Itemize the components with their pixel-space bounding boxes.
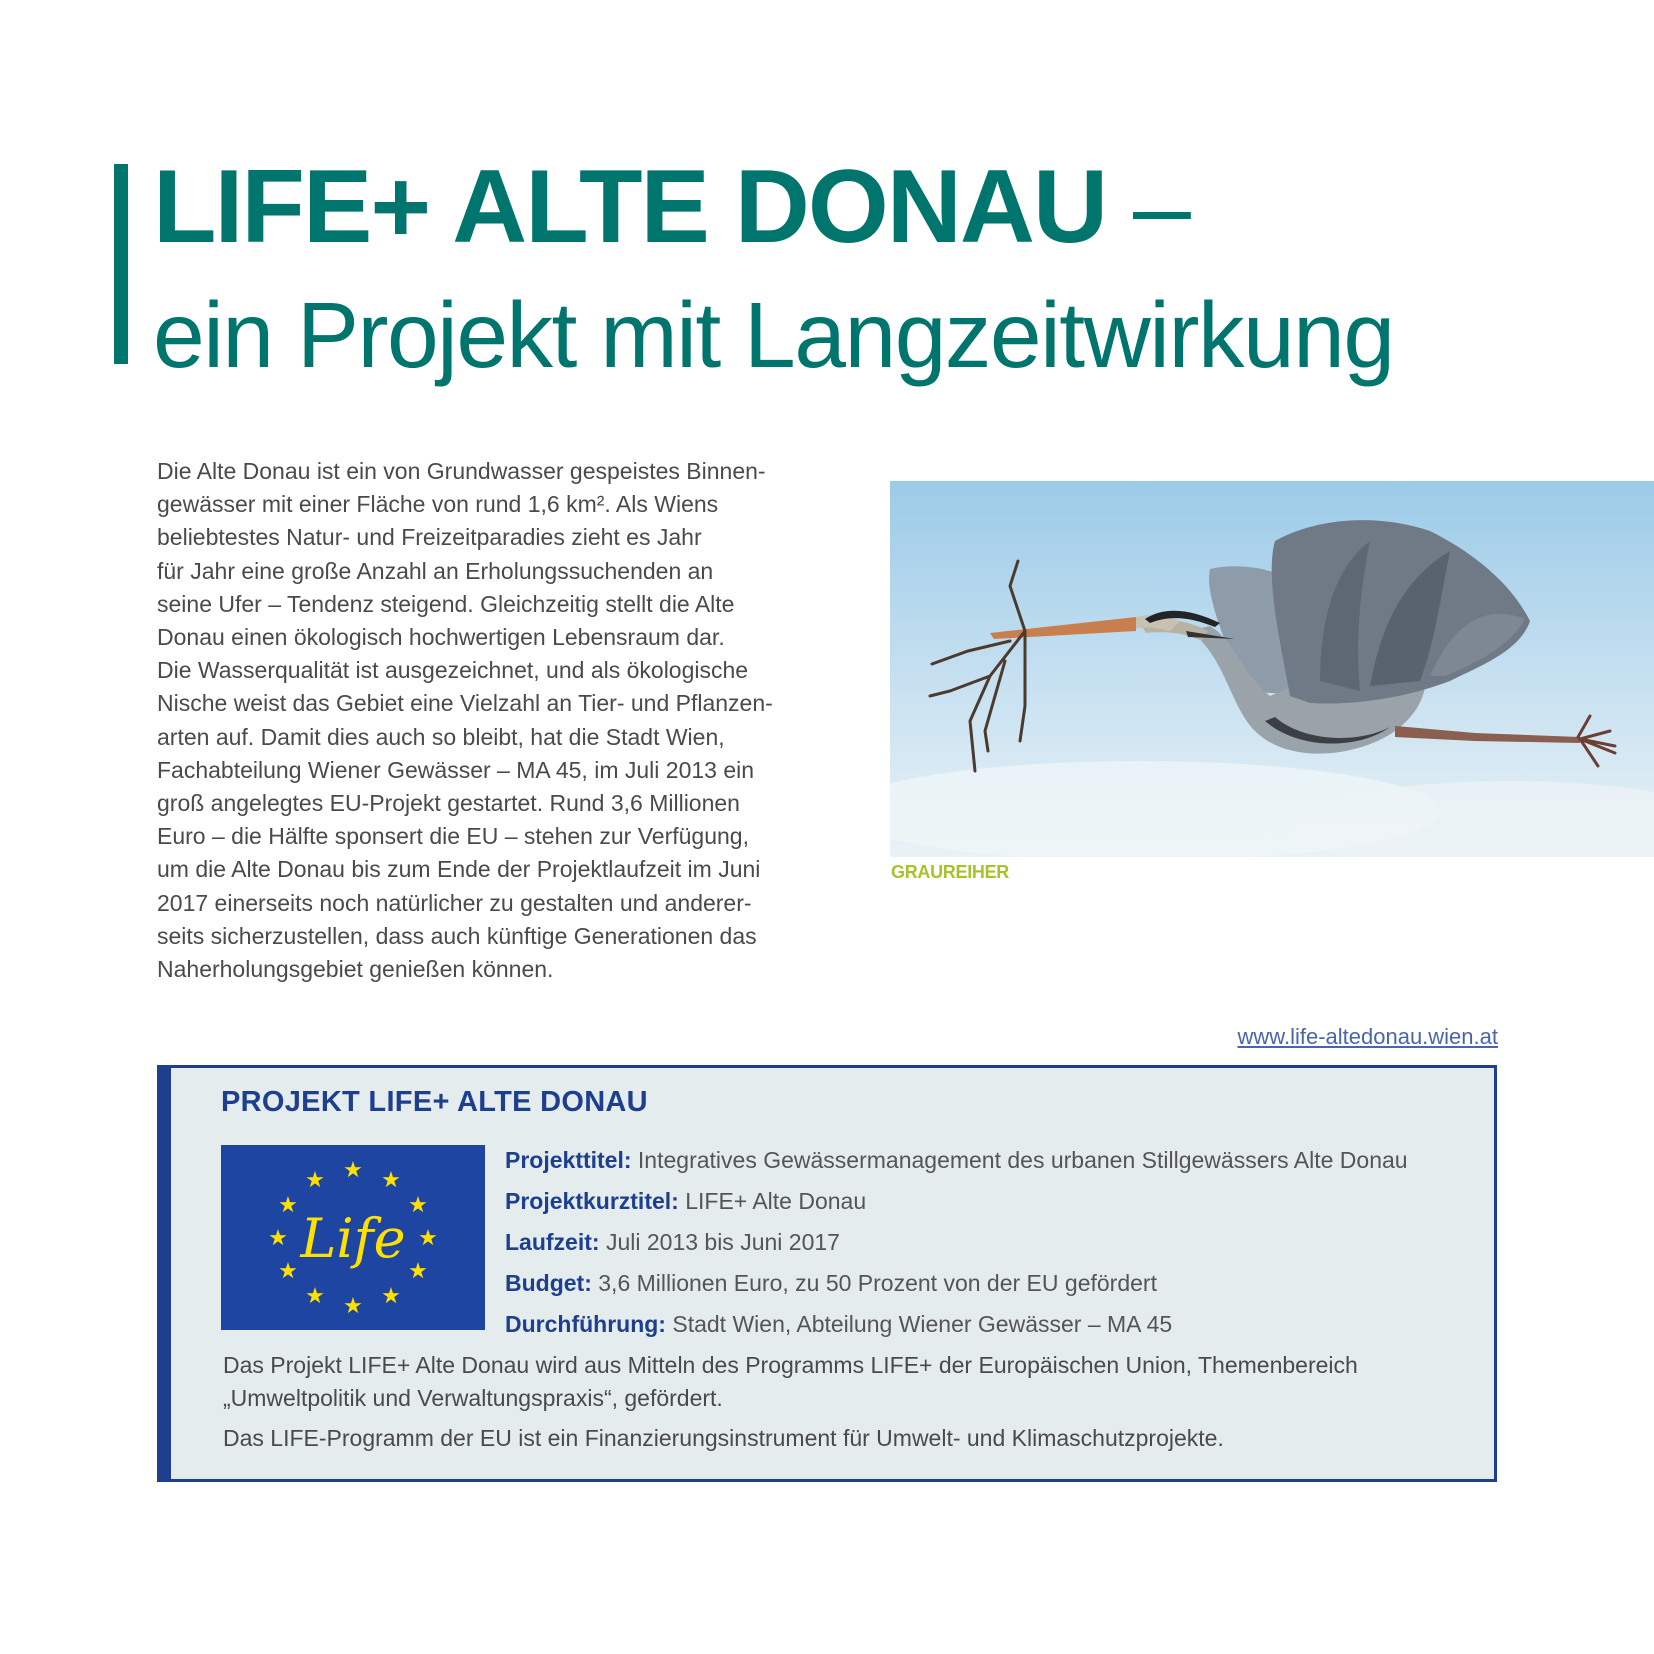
project-website-link[interactable]: www.life-altedonau.wien.at [1237, 1024, 1498, 1049]
heron-photo [890, 481, 1654, 857]
fact-label: Projekttitel: [505, 1147, 632, 1173]
intro-line: seits sicherzustellen, dass auch künftige Generationen das [157, 922, 757, 949]
eu-life-logo-icon [221, 1145, 485, 1330]
intro-line: groß angelegtes EU-Projekt gestartet. Rund 3,6 Millionen [157, 790, 740, 817]
svg-text:★: ★ [278, 1193, 298, 1218]
intro-line: Nische weist das Gebiet eine Vielzahl an Tier- und Pflanzen- [157, 690, 773, 717]
fact-value: Stadt Wien, Abteilung Wiener Gewässer – MA 45 [672, 1311, 1173, 1337]
title-dash: – [1133, 149, 1189, 265]
funding-note-2: Das LIFE-Programm der EU ist ein Finanzierungsinstrument für Umwelt- und Klimaschutzprojekte. [223, 1425, 1224, 1451]
fact-value: 3,6 Millionen Euro, zu 50 Prozent von der EU gefördert [598, 1270, 1157, 1296]
svg-text:★: ★ [418, 1226, 438, 1251]
svg-text:★: ★ [343, 1294, 363, 1319]
svg-text:★: ★ [343, 1158, 363, 1183]
funding-note [223, 1349, 1463, 1462]
intro-line: Naherholungsgebiet genießen können. [157, 956, 554, 983]
intro-line: beliebtestes Natur- und Freizeitparadies zieht es Jahr [157, 524, 702, 551]
intro-line: 2017 einerseits noch natürlicher zu gestalten und anderer- [157, 889, 752, 916]
intro-line: seine Ufer – Tendenz steigend. Gleichzeitig stellt die Alte [157, 590, 735, 617]
fact-projekttitel [505, 1140, 1495, 1181]
svg-text:★: ★ [278, 1259, 298, 1284]
page-title: LIFE+ ALTE DONAU – [153, 149, 1189, 265]
fact-label: Projektkurztitel: [505, 1188, 679, 1214]
intro-line: Donau einen ökologisch hochwertigen Lebensraum dar. [157, 624, 725, 651]
svg-text:★: ★ [268, 1226, 288, 1251]
fact-label: Laufzeit: [505, 1229, 600, 1255]
svg-text:★: ★ [381, 1284, 401, 1309]
fact-value: Juli 2013 bis Juni 2017 [605, 1229, 840, 1255]
project-facts [505, 1140, 1495, 1345]
fact-laufzeit [505, 1222, 1495, 1263]
info-box-title: PROJEKT LIFE+ ALTE DONAU [221, 1086, 648, 1118]
intro-line: um die Alte Donau bis zum Ende der Projektlaufzeit im Juni [157, 856, 761, 883]
fact-label: Budget: [505, 1270, 592, 1296]
intro-line: gewässer mit einer Fläche von rund 1,6 km². Als Wiens [157, 491, 719, 518]
photo-caption: GRAUREIHER [891, 862, 1010, 882]
fact-projektkurztitel [505, 1181, 1495, 1222]
intro-line: Die Wasserqualität ist ausgezeichnet, und als ökologische [157, 657, 749, 684]
funding-note-1: Das Projekt LIFE+ Alte Donau wird aus Mitteln des Programms LIFE+ der Europäischen Union, Themenbereich „Umweltpolitik und Verwaltungspraxis“, gefördert. [223, 1352, 1358, 1411]
svg-text:★: ★ [381, 1168, 401, 1193]
project-info-box [157, 1065, 1497, 1482]
fact-value: LIFE+ Alte Donau [685, 1188, 867, 1214]
page-subtitle: ein Projekt mit Langzeitwirkung [153, 283, 1394, 387]
svg-text:★: ★ [408, 1193, 428, 1218]
intro-line: Euro – die Hälfte sponsert die EU – stehen zur Verfügung, [157, 823, 749, 850]
svg-text:★: ★ [408, 1259, 428, 1284]
intro-line: für Jahr eine große Anzahl an Erholungssuchenden an [157, 557, 714, 584]
svg-text:★: ★ [305, 1168, 325, 1193]
intro-line: Die Alte Donau ist ein von Grundwasser gespeistes Binnen- [157, 458, 766, 484]
svg-text:Life: Life [300, 1207, 406, 1270]
fact-label: Durchführung: [505, 1311, 666, 1337]
fact-durchfuehrung [505, 1304, 1495, 1345]
life-logo [221, 1145, 485, 1330]
intro-text [157, 455, 837, 986]
intro-line: Fachabteilung Wiener Gewässer – MA 45, im Juli 2013 ein [157, 756, 755, 783]
fact-budget [505, 1263, 1495, 1304]
svg-text:★: ★ [305, 1284, 325, 1309]
title-accent-bar [114, 164, 128, 364]
fact-value: Integratives Gewässermanagement des urbanen Stillgewässers Alte Donau [637, 1147, 1408, 1173]
intro-line: arten auf. Damit dies auch so bleibt, hat die Stadt Wien, [157, 723, 725, 750]
